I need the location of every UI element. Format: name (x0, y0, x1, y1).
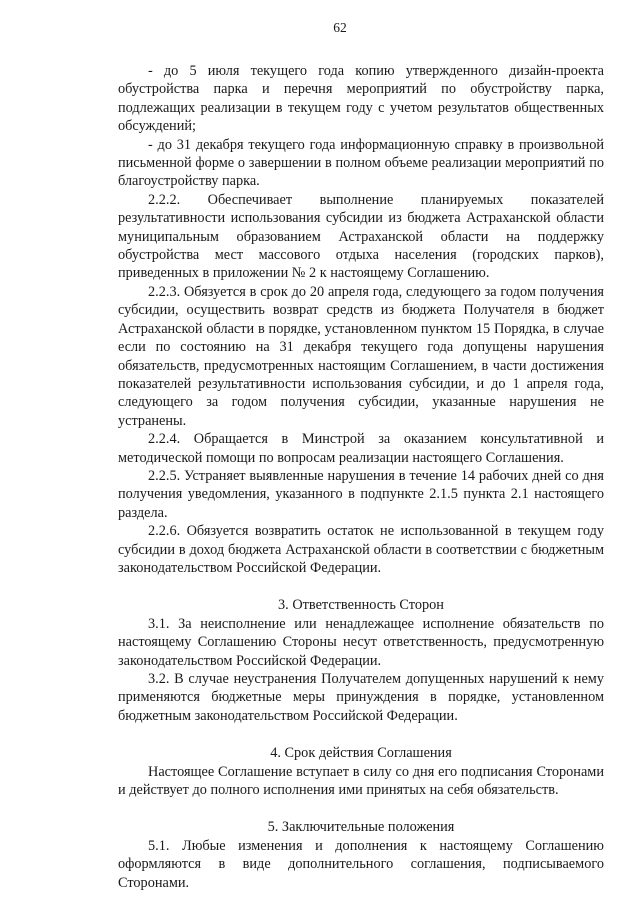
paragraph-2-2-4: 2.2.4. Обращается в Минстрой за оказанием консультативной и методической помощи по вопросам реализации настоящего Соглашения. (118, 431, 604, 466)
paragraph-3-2: 3.2. В случае неустранения Получателем допущенных нарушений к нему применяются бюджетные меры принуждения в порядке, установленном бюджетным законодательством Российской Федерации. (118, 671, 604, 724)
section-5-title: 5. Заключительные положения (267, 819, 455, 836)
term-section (118, 744, 604, 799)
paragraph-2-2-2: 2.2.2. Обеспечивает выполнение планируемых показателей результативности использования субсидии из бюджета Астраханской области муниципальным образованием Астраханской области на поддержку обустройства мест массового отдыха населения (городских парков), приведенных в приложении № 2 к настоящему Соглашению. (118, 191, 604, 282)
obligations-section (118, 62, 604, 577)
paragraph-design-project-deadline: - до 5 июля текущего года копию утвержденного дизайн-проекта обустройства парка и перечня мероприятий по обустройству парка, подлежащих реализации в текущем году с учетом результатов общественных обсуждений; (118, 63, 604, 135)
final-provisions-section (118, 818, 604, 892)
page-number: 62 (333, 20, 347, 35)
paragraph-4-body: Настоящее Соглашение вступает в силу со дня его подписания Сторонами и действует до полного исполнения ими принятых на себя обязательств. (118, 763, 604, 799)
paragraph-5-1: 5.1. Любые изменения и дополнения к настоящему Соглашению оформляются в виде дополнительного соглашения, подписываемого Сторонами. (118, 837, 604, 891)
paragraph-3-1: 3.1. За неисполнение или ненадлежащее исполнение обязательств по настоящему Соглашению Стороны несут ответственность, предусмотренную законодательством Российской Федерации. (118, 615, 604, 669)
paragraph-2-2-5: 2.2.5. Устраняет выявленные нарушения в течение 14 рабочих дней со дня получения уведомления, указанного в подпункте 2.1.5 пункта 2.1 настоящего раздела. (118, 467, 604, 521)
paragraph-info-report-deadline: - до 31 декабря текущего года информационную справку в произвольной письменной форме о завершении в полном объеме реализации мероприятий по благоустройству парка. (118, 136, 604, 190)
paragraph-2-2-6: 2.2.6. Обязуется возвратить остаток не использованной в текущем году субсидии в доход бюджета Астраханской области в соответствии с бюджетным законодательством Российской Федерации. (118, 523, 604, 576)
paragraph-2-2-3: 2.2.3. Обязуется в срок до 20 апреля года, следующего за годом получения субсидии, осуществить возврат средств из бюджета Получателя в бюджет Астраханской области в порядке, установленном пунктом 15 Порядка, в случае если по состоянию на 31 декабря текущего года допущены нарушения обязательств, предусмотренных настоящим Соглашением, в части достижения показателей результативности использования субсидии, и до 1 апреля года, следующего за годом получения субсидии, указанные нарушения не устранены. (118, 283, 604, 429)
section-4-title: 4. Срок действия Соглашения (270, 745, 452, 762)
responsibility-section (118, 596, 604, 725)
section-3-title: 3. Ответственность Сторон (278, 597, 444, 614)
